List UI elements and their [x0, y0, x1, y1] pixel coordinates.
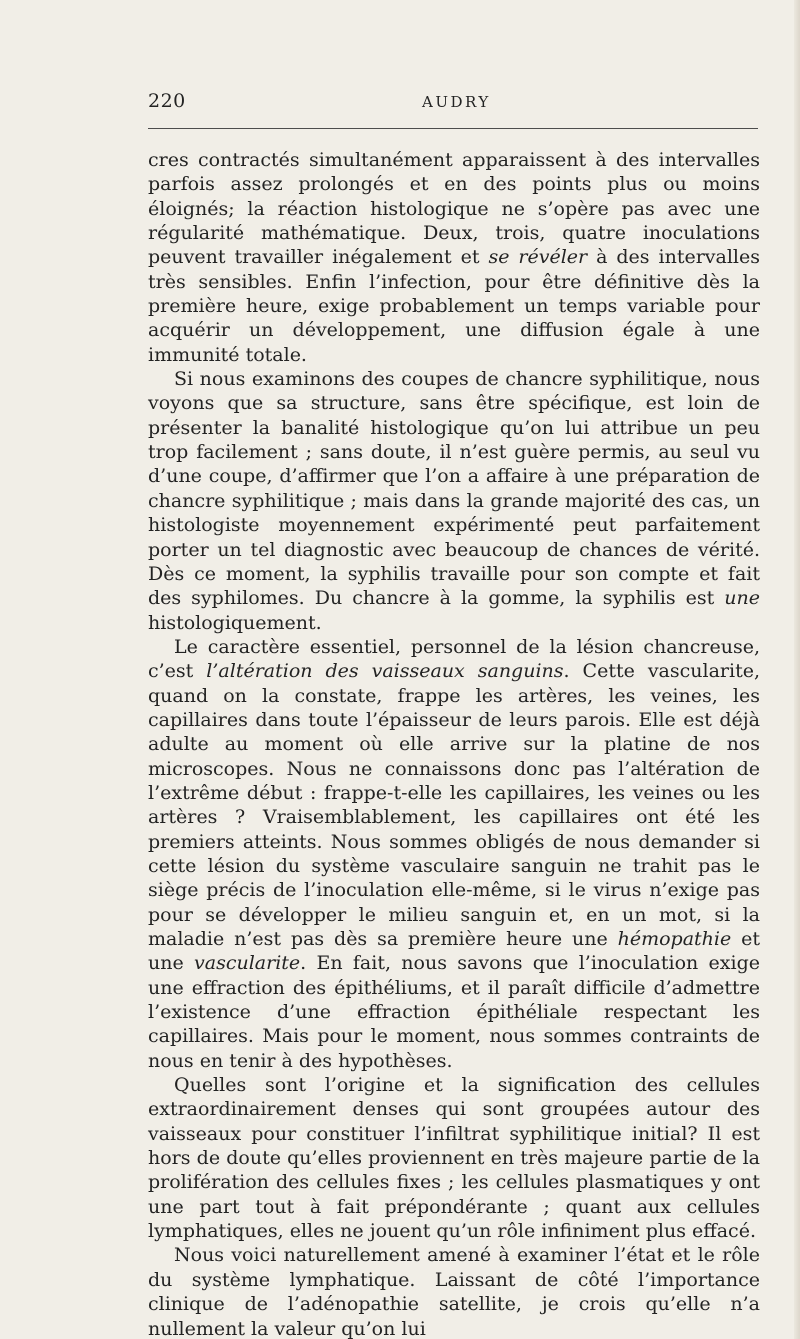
paragraph-2	[148, 367, 760, 635]
text-segment: Si nous examinons des coupes de chancre syphilitique, nous voyons que sa structure, sans être spécifique, est loin de présenter la banalité histologique qu’on lui attribue un peu trop facilement ; sans doute, il n’est guère permis, au seul vu d’une coupe, d’affirmer que l’on a affaire à une préparation de chancre syphilitique ; mais dans la grande majorité des cas, un histologiste moyennement expérimenté peut parfaitement porter un tel diagnostic avec beaucoup de chances de vérité. Dès ce moment, la syphilis travaille pour son compte et fait des syphilomes. Du chancre à la gomme, la syphilis est	[148, 368, 760, 610]
text-segment: Le caractère essentiel, personnel de la lésion chancreuse, c’est	[148, 635, 760, 683]
text-segment: et une	[148, 928, 760, 975]
italic-segment: l’altération des vaisseaux sanguins	[206, 660, 564, 683]
paragraph-1	[148, 148, 760, 367]
text-segment: cres contractés simultanément apparaissent à des intervalles parfois assez prolongés et en des points plus ou moins éloignés; la réaction histologique ne s’opère pas avec une régularité mathématique. Deux, trois, quatre inoculations peuvent travailler inégalement et	[148, 149, 760, 269]
header-rule	[148, 128, 758, 129]
italic-segment: hémopathie	[617, 928, 732, 950]
page-edge-shadow	[794, 0, 800, 1339]
italic-segment: vascularite	[194, 952, 301, 975]
text-segment: . Cette vascularite, quand on la constate, frappe les artères, les veines, les capillaires dans toute l’épaisseur de leurs parois. Elle est déjà adulte au moment où elle arrive sur la platine de nos microscopes. Nous ne connaissons donc pas l’altération de l’extrême début : frappe-t-elle les capillaires, les veines ou les artères ? Vraisemblablement, les capillaires ont été les premiers atteints. Nous sommes obligés de nous demander si cette lésion du système vasculaire sanguin ne trahit pas le siège précis de l’inoculation elle-même, si le virus n’exige pas pour se développer le milieu sanguin et, en un mot, si la maladie n’est pas dès sa première heure une	[148, 660, 760, 950]
text-segment: histologiquement.	[148, 611, 322, 634]
running-head: AUDRY	[422, 93, 491, 111]
text-segment: Quelles sont l’origine et la signification des cellules extraordinairement denses qui sont groupées autour des vaisseaux pour constituer l’infiltrat syphilitique initial? Il est hors de doute qu’elles proviennent en très majeure partie de la prolifération des cellules fixes ; les cellules plasmatiques y ont une part tout à fait prépondérante ; quant aux cellules lymphatiques, elles ne jouent qu’un rôle infiniment plus effacé.	[148, 1074, 760, 1243]
italic-segment: se révéler	[488, 246, 588, 269]
text-segment: à des intervalles très sensibles. Enfin l’infection, pour être définitive dès la première heure, exige probablement un temps variable pour acquérir un développement, une diffusion égale à une immunité totale.	[148, 246, 761, 366]
paragraph-4	[148, 1073, 760, 1243]
text-segment: Nous voici naturellement amené à examiner l’état et le rôle du système lymphatique. Laissant de côté l’importance clinique de l’adénopathie satellite, je crois qu’elle n’a nullement la valeur qu’on lui	[148, 1244, 760, 1339]
italic-segment: une	[724, 587, 760, 610]
paragraph-5	[148, 1243, 760, 1339]
page-number: 220	[148, 90, 186, 112]
paragraph-3	[148, 635, 760, 1073]
text-segment: . En fait, nous savons que l’inoculation exige une effraction des épithéliums, et il paraît difficile d’admettre l’existence d’une effraction épithéliale respectant les capillaires. Mais pour le moment, nous sommes contraints de nous en tenir à des hypothèses.	[148, 952, 760, 1072]
page-header	[148, 90, 758, 120]
body-text	[148, 148, 760, 1339]
